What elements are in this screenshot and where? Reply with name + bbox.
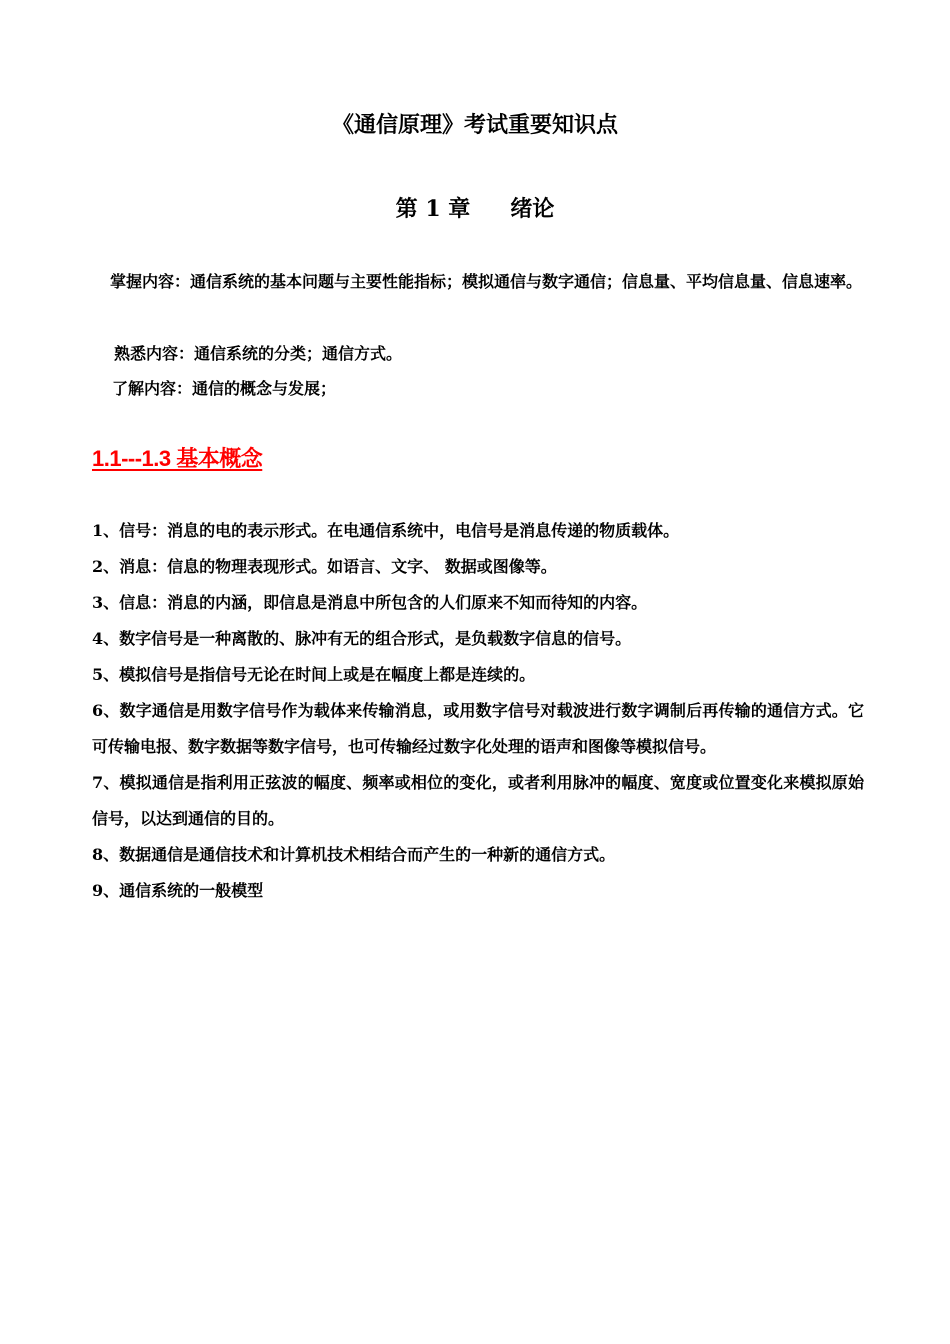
- requirement-master: 掌握内容：通信系统的基本问题与主要性能指标；模拟通信与数字通信；信息量、平均信息量、信息速率。: [110, 272, 863, 291]
- list-item: 7、模拟通信是指利用正弦波的幅度、频率或相位的变化，或者利用脉冲的幅度、宽度或位置变化来模拟原始信号，以达到通信的目的。: [92, 773, 864, 828]
- document-title: 《通信原理》考试重要知识点: [331, 112, 618, 138]
- list-item: 2、消息：信息的物理表现形式。如语言、文字、 数据或图像等。: [92, 557, 557, 576]
- list-item: 1、信号：消息的电的表示形式。在电通信系统中，电信号是消息传递的物质载体。: [92, 521, 680, 540]
- list-item: 4、数字信号是一种离散的、脉冲有无的组合形式，是负载数字信息的信号。: [92, 629, 632, 648]
- chapter-number: 第 1 章: [395, 196, 471, 222]
- list-item: 9、通信系统的一般模型: [92, 881, 264, 900]
- list-item: 5、模拟信号是指信号无论在时间上或是在幅度上都是连续的。: [92, 665, 536, 684]
- chapter-name: 绪论: [510, 196, 555, 222]
- requirement-understand: 了解内容：通信的概念与发展；: [112, 379, 337, 398]
- section-heading: 1.1---1.3 基本概念: [92, 446, 263, 471]
- concept-list: [92, 513, 864, 909]
- list-item: 8、数据通信是通信技术和计算机技术相结合而产生的一种新的通信方式。: [92, 845, 616, 864]
- list-item: 6、数字通信是用数字信号作为载体来传输消息，或用数字信号对载波进行数字调制后再传输的通信方式。它可传输电报、数字数据等数字信号，也可传输经过数字化处理的语声和图像等模拟信号。: [92, 701, 864, 756]
- requirement-familiar: 熟悉内容：通信系统的分类；通信方式。: [114, 344, 403, 363]
- list-item: 3、信息：消息的内涵，即信息是消息中所包含的人们原来不知而待知的内容。: [92, 593, 648, 612]
- chapter-title: [0, 192, 950, 226]
